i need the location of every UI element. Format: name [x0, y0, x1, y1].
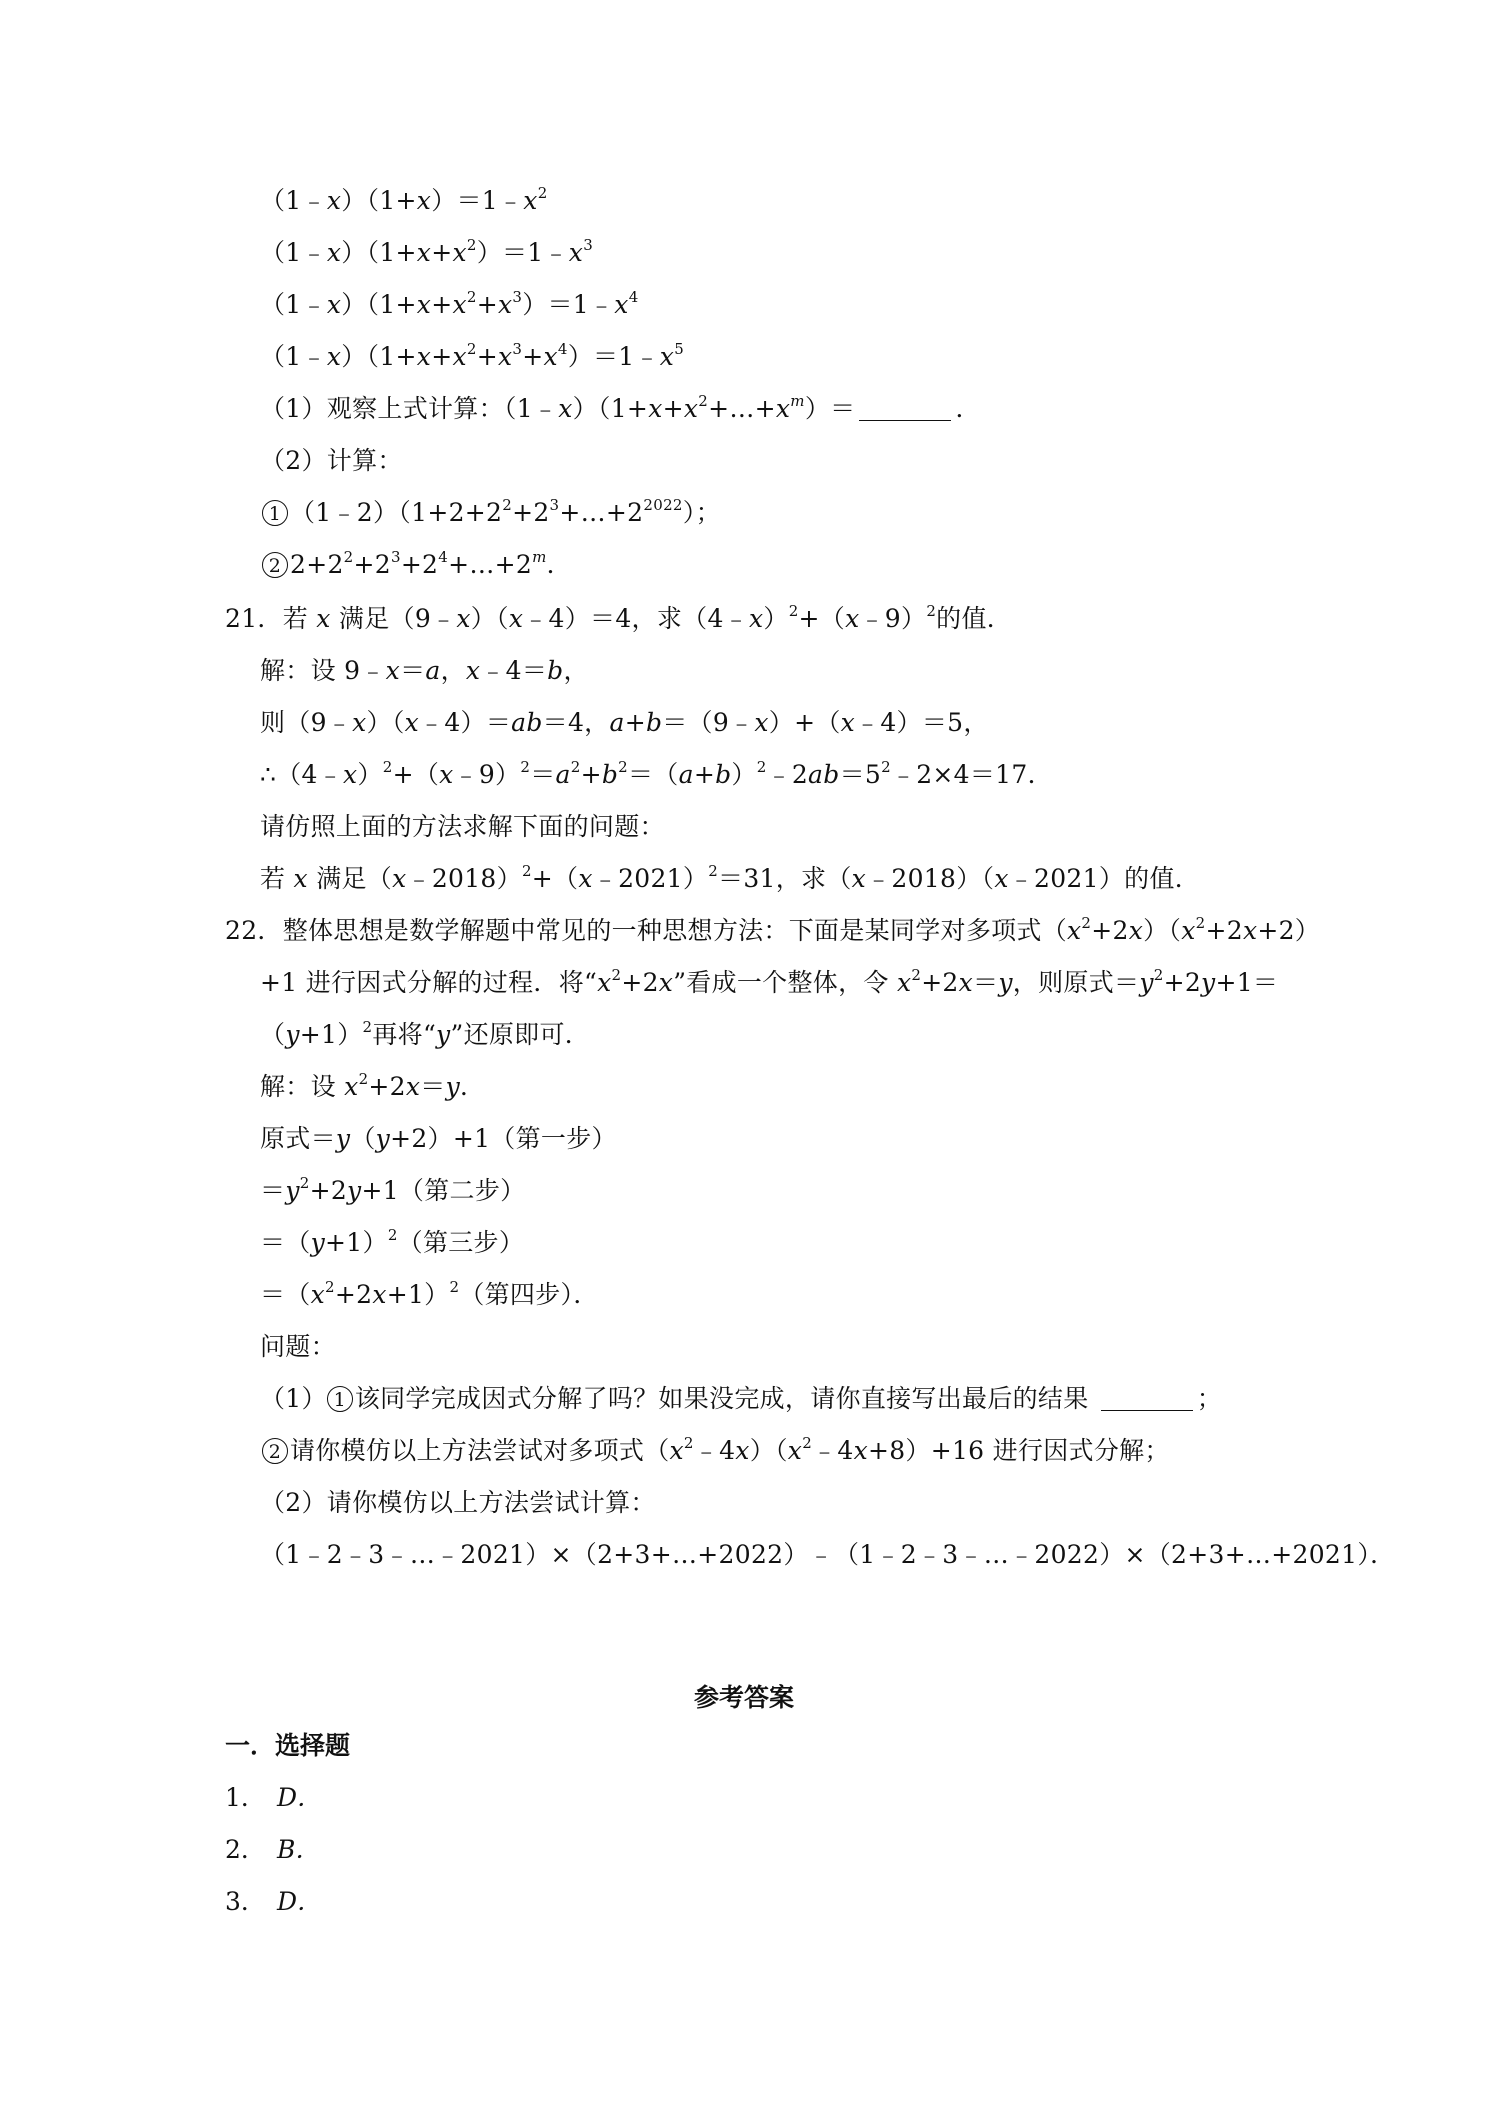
q22-p3: （2）请你模仿以上方法尝试计算： — [260, 1488, 656, 1517]
section-heading: 一．选择题 — [225, 1731, 351, 1760]
q22-p4: （1﹣2﹣3﹣…﹣2021）×（2+3+…+2022）﹣（1﹣2﹣3﹣…﹣2022）×（2+3+…+2021）． — [260, 1540, 1396, 1569]
q21-task: 若 x 满足（x﹣2018）$^2$+（x﹣2021）$^2$＝31，求（x﹣2018）（x﹣2021）的值． — [260, 862, 1201, 893]
identity-3: $(1﹣x)(1+x+x^2+x^3)=1﹣x^4$ — [260, 288, 639, 319]
identity-2: $(1﹣x)(1+x+x^2)=1﹣x^3$ — [260, 236, 594, 267]
q22-step-2: $=y^2+2y+1$（第二步） — [260, 1174, 526, 1205]
identity-4: $(1﹣x)(1+x+x^2+x^3+x^4)=1﹣x^5$ — [260, 340, 685, 371]
answer-item: 1． D． — [225, 1783, 323, 1812]
q21-sol-1: 解：设 9﹣x＝a，x﹣4＝b， — [260, 656, 589, 685]
answer-blank[interactable] — [859, 398, 951, 421]
q22-p2: 2 请你模仿以上方法尝试对多项式$(x^2﹣4x)(x^2﹣4x+8)+16$ 进行因式分解； — [262, 1434, 1170, 1468]
q22-p1: （1） 1 该同学完成因式分解了吗？如果没完成，请你直接写出最后的结果 ； — [260, 1384, 1223, 1413]
q20-c2: 2 $2+2^2+2^3+2^4+\dots+2^m$． — [262, 548, 572, 582]
q21-sol-3: $\therefore(4﹣x)^2+(x﹣9)^2=a^2+b^2=(a+b)^2﹣2ab=5^2﹣2\times 4=17$． — [260, 758, 1053, 789]
q20-part1: （1）观察上式计算：$(1﹣x)(1+x+x^2+\dots+x^m)=$ ． — [260, 392, 981, 423]
identity-1: $(1﹣x)(1+x)=1﹣x^2$ — [260, 184, 548, 215]
circled-2-icon: 2 — [262, 1438, 288, 1464]
q22-line-3: $(y+1)^2$再将“y”还原即可． — [260, 1018, 591, 1049]
q22-line-2: +1 进行因式分解的过程．将“$x^2+2x$”看成一个整体，令 $x^2+2x=y$，则原式$=y^2+2y+1=$ — [260, 966, 1279, 997]
answer-item: 3． D． — [225, 1887, 323, 1916]
q22-problem: 问题： — [260, 1332, 336, 1361]
answer-blank[interactable] — [1101, 1388, 1193, 1411]
q22-line-1: 22．整体思想是数学解题中常见的一种思想方法：下面是某同学对多项式$(x^2+2x)(x^2+2x+2)$ — [225, 914, 1321, 945]
q21-sol-2: 则（9﹣x）（x﹣4）＝ab＝4，a+b＝（9﹣x）+（x﹣4）＝5， — [260, 708, 989, 737]
circled-1-icon: 1 — [262, 500, 288, 526]
q21-intro: 21．若 x 满足（9﹣x）（x﹣4）＝4，求（4﹣x）$^2$+（x﹣9）$^2$的值． — [225, 602, 1013, 633]
q22-step-1: 原式＝y（y+2）+1（第一步） — [260, 1124, 617, 1153]
circled-2-icon: 2 — [262, 552, 288, 578]
q22-step-3: $=(y+1)^2$（第三步） — [260, 1226, 525, 1257]
q22-sol: 解：设 $x^2+2x=y$． — [260, 1070, 486, 1101]
q21-ask: 请仿照上面的方法求解下面的问题： — [260, 812, 665, 841]
answers-title: 参考答案 — [693, 1683, 794, 1712]
answer-item: 2． B． — [225, 1835, 321, 1864]
q20-part2: （2）计算： — [260, 446, 403, 475]
q20-c1: 1 $(1﹣2)(1+2+2^2+2^3+\dots+2^{2022})$； — [262, 496, 721, 530]
q22-step-4: $=(x^2+2x+1)^2$（第四步）． — [260, 1278, 599, 1309]
circled-1-icon: 1 — [327, 1386, 353, 1412]
